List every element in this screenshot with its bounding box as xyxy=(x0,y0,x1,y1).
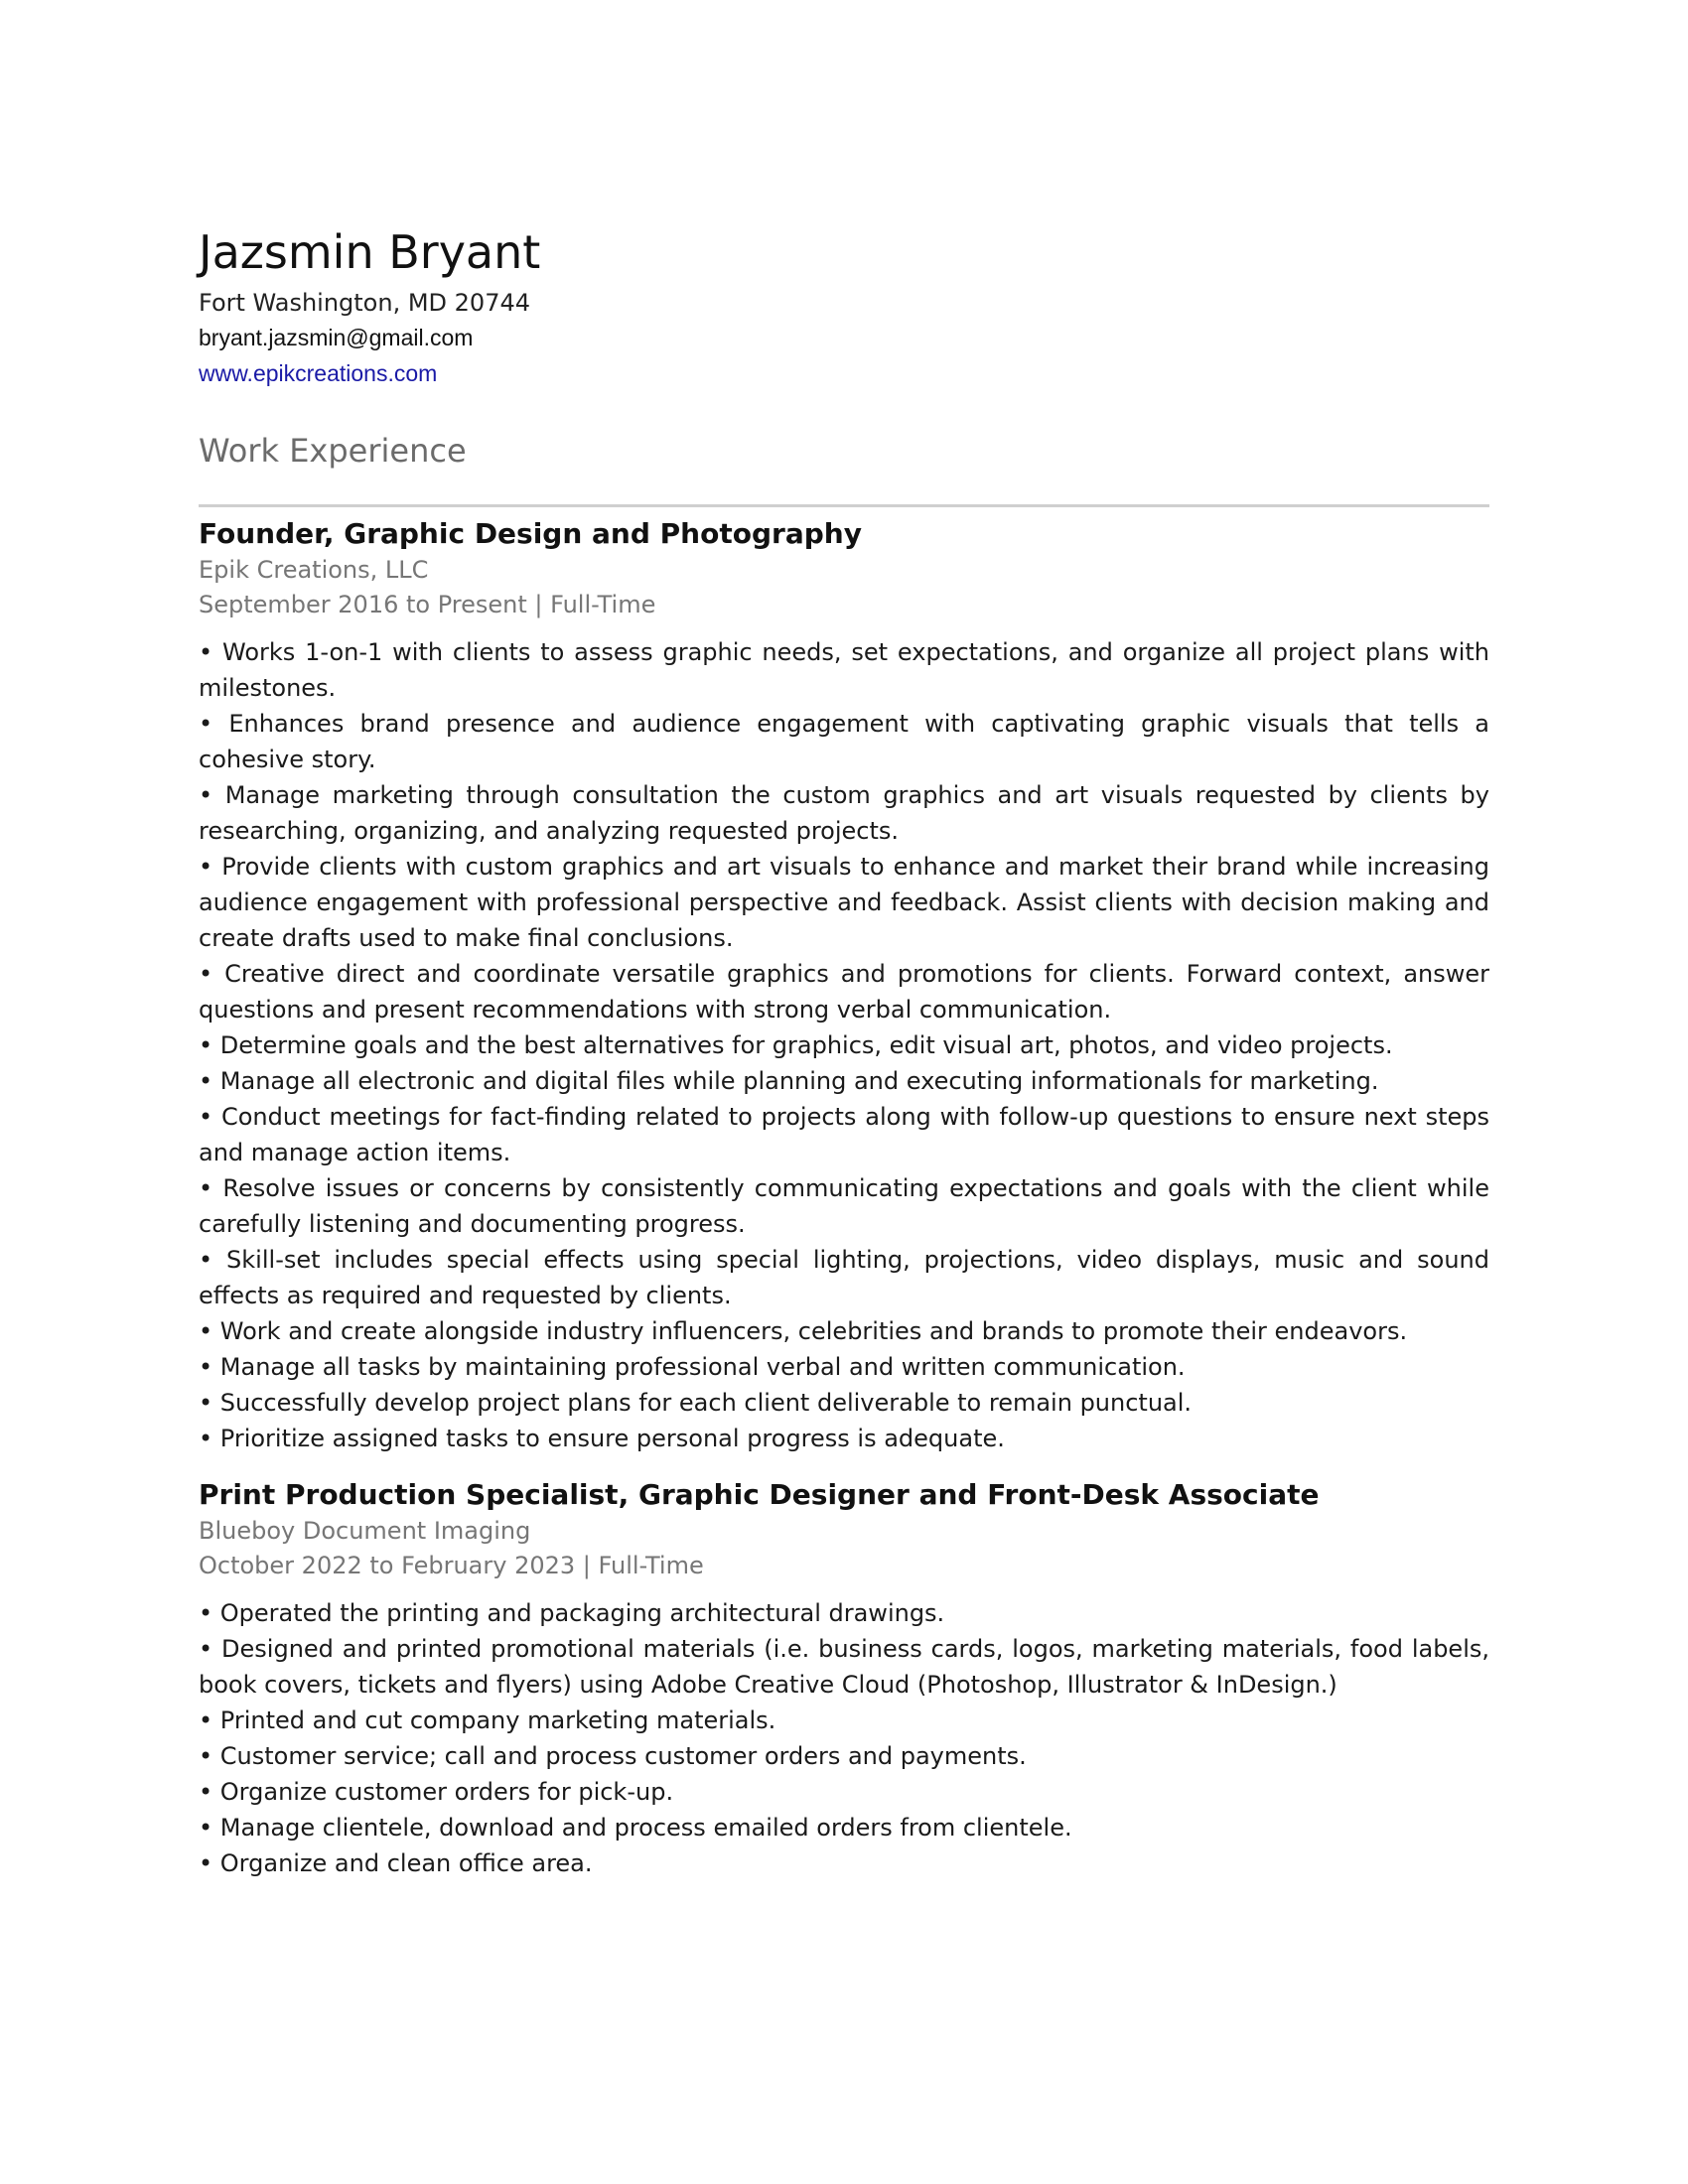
job-bullet: • Conduct meetings for fact-finding related to projects along with follow-up questions to ensure next steps and manage action items. xyxy=(199,1103,1489,1166)
job-dates: September 2016 to Present | Full-Time xyxy=(199,591,656,618)
job-bullet: • Organize and clean office area. xyxy=(199,1849,593,1877)
section-divider xyxy=(199,504,1489,507)
job-bullet: • Resolve issues or concerns by consistently communicating expectations and goals with the client while carefully listening and documenting progress. xyxy=(199,1174,1489,1238)
job-bullet: • Provide clients with custom graphics and art visuals to enhance and market their brand while increasing audience engagement with professional perspective and feedback. Assist clients with decision making and create drafts used to make final conclusions. xyxy=(199,853,1489,952)
candidate-name: Jazsmin Bryant xyxy=(199,225,541,279)
job-bullet: • Determine goals and the best alternatives for graphics, edit visual art, photos, and video projects. xyxy=(199,1031,1393,1059)
job-bullet: • Customer service; call and process customer orders and payments. xyxy=(199,1742,1027,1770)
job-title: Founder, Graphic Design and Photography xyxy=(199,517,862,550)
job-dates: October 2022 to February 2023 | Full-Time xyxy=(199,1552,704,1579)
job-entry-1 xyxy=(199,515,1489,1456)
job-bullet-list xyxy=(199,1595,1489,1881)
candidate-website-link[interactable]: www.epikcreations.com xyxy=(199,360,438,386)
job-bullet: • Manage clientele, download and process emailed orders from clientele. xyxy=(199,1814,1072,1842)
job-bullet: • Successfully develop project plans for each client deliverable to remain punctual. xyxy=(199,1389,1193,1417)
job-bullet: • Enhances brand presence and audience engagement with captivating graphic visuals that tells a cohesive story. xyxy=(199,710,1489,773)
job-title: Print Production Specialist, Graphic Designer and Front-Desk Associate xyxy=(199,1478,1320,1511)
job-bullet: • Prioritize assigned tasks to ensure personal progress is adequate. xyxy=(199,1425,1005,1452)
job-bullet: • Manage all tasks by maintaining professional verbal and written communication. xyxy=(199,1353,1186,1381)
candidate-email: bryant.jazsmin@gmail.com xyxy=(199,325,474,350)
job-company: Epik Creations, LLC xyxy=(199,556,429,584)
job-bullet: • Creative direct and coordinate versatile graphics and promotions for clients. Forward context, answer questions and present recommendations with strong verbal communication. xyxy=(199,960,1489,1024)
resume-page xyxy=(199,224,1489,1881)
candidate-location: Fort Washington, MD 20744 xyxy=(199,289,530,317)
job-bullet: • Organize customer orders for pick-up. xyxy=(199,1778,674,1806)
job-bullet: • Manage all electronic and digital files while planning and executing informationals for marketing. xyxy=(199,1067,1379,1095)
job-bullet: • Operated the printing and packaging architectural drawings. xyxy=(199,1599,945,1627)
job-bullet: • Skill-set includes special effects using special lighting, projections, video displays, music and sound effects as required and requested by clients. xyxy=(199,1246,1489,1309)
job-bullet: • Works 1-on-1 with clients to assess graphic needs, set expectations, and organize all project plans with milestones. xyxy=(199,638,1489,702)
job-bullet: • Work and create alongside industry influencers, celebrities and brands to promote their endeavors. xyxy=(199,1317,1408,1345)
job-bullet: • Manage marketing through consultation the custom graphics and art visuals requested by clients by researching, organizing, and analyzing requested projects. xyxy=(199,781,1489,845)
job-bullet: • Printed and cut company marketing materials. xyxy=(199,1706,776,1734)
job-bullet: • Designed and printed promotional materials (i.e. business cards, logos, marketing materials, food labels, book covers, tickets and flyers) using Adobe Creative Cloud (Photoshop, Illustrator & InDesign.) xyxy=(199,1635,1489,1699)
job-entry-2 xyxy=(199,1476,1489,1881)
section-title-work-experience: Work Experience xyxy=(199,432,467,470)
job-company: Blueboy Document Imaging xyxy=(199,1517,531,1545)
job-bullet-list xyxy=(199,634,1489,1456)
